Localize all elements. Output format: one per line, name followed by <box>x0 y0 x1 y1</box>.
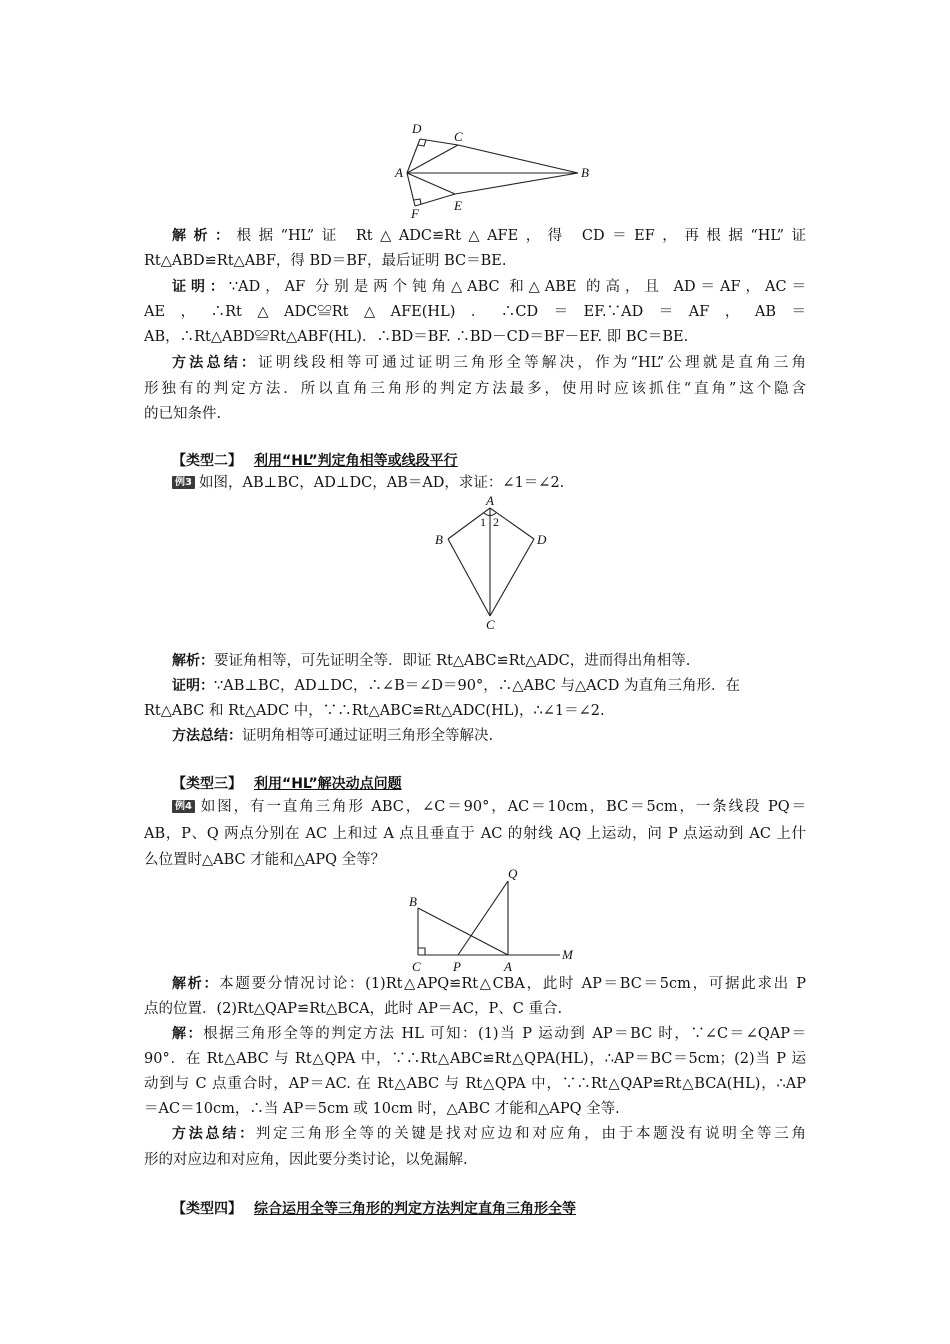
example-4-question-line-3: 么位置时△ABC 才能和△APQ 全等？ <box>144 852 386 868</box>
label-c: C <box>412 959 421 974</box>
label-c: C <box>454 129 463 144</box>
figure-moving-point <box>400 864 580 976</box>
label-a: A <box>504 959 512 974</box>
segment-af <box>407 173 415 206</box>
method-line-2: 形独有的判定方法．所以直角三角形的判定方法最多，使用时应该抓住“直角”这个隐含 <box>144 381 806 397</box>
section-heading-type-3: 【类型三】 利用“HL”解决动点问题 <box>172 776 402 792</box>
label-e: E <box>454 198 462 213</box>
segment-dc <box>490 539 534 616</box>
example-4-solution-line-2: 90°．在 Rt△ABC 与 Rt△QPA 中，∵∴Rt△ABC≌Rt△QPA(HL)，∴AP＝BC＝5cm；(2)当 P 运 <box>144 1051 806 1067</box>
example-4-question-line-2: AB，P、Q 两点分别在 AC 上和过 A 点且垂直于 AC 的射线 AQ 上运动，问 P 点运动到 AC 上什 <box>144 826 806 842</box>
example-4-analysis-line-2: 点的位置．(2)Rt△QAP≌Rt△BCA，此时 AP＝AC，P、C 重合. <box>144 1001 563 1017</box>
segment-ad <box>407 139 420 173</box>
section-heading-type-2: 【类型二】 利用“HL”判定角相等或线段平行 <box>172 453 458 469</box>
example-4-analysis-line-1: 解析：本题要分情况讨论：(1)Rt△APQ≌Rt△CBA，此时 AP＝BC＝5cm，可据此求出 P <box>172 976 806 992</box>
right-angle-mark-f <box>414 199 421 204</box>
segment-ac <box>407 145 458 173</box>
segment-bc <box>448 539 490 616</box>
figure-kite-abcd <box>428 494 558 634</box>
label-b: B <box>409 894 417 909</box>
example-4-method-line-1: 方法总结：判定三角形全等的关键是找对应边和对应角，由于本题没有说明全等三角 <box>172 1126 806 1142</box>
method-line-1: 方法总结：证明线段相等可通过证明三角形全等解决，作为“HL”公理就是直角三角 <box>172 355 806 371</box>
label-angle-1: 1 <box>480 515 486 529</box>
figure-triangles-abc-abe <box>390 118 610 220</box>
example-4-solution-line-4: ＝AC＝10cm，∴当 AP＝5cm 或 10cm 时，△ABC 才能和△APQ 全等. <box>144 1101 620 1117</box>
example-3-badge: 例3 <box>172 476 195 489</box>
label-m: M <box>562 947 573 962</box>
label-f: F <box>411 206 419 220</box>
example-3-question: 例3 如图，AB⊥BC，AD⊥DC，AB＝AD，求证：∠1＝∠2. <box>172 471 806 496</box>
example-4-solution-line-3: 动到与 C 点重合时，AP＝AC. 在 Rt△ABC 与 Rt△QPA 中，∵∴Rt△QAP≌Rt△BCA(HL)，∴AP <box>144 1076 806 1092</box>
label-b: B <box>581 165 589 180</box>
right-angle-mark-c <box>418 948 425 955</box>
label-p: P <box>453 959 461 974</box>
label-angle-2: 2 <box>493 515 499 529</box>
label-c: C <box>486 617 495 632</box>
example-4-question-line-1: 例4 如图，有一直角三角形 ABC，∠C＝90°，AC＝10cm，BC＝5cm，一条线段 PQ＝ <box>172 795 806 820</box>
label-a: A <box>395 165 403 180</box>
proof-line-1: 证明：∵AD，AF 分别是两个钝角△ABC 和△ABE 的高，且 AD＝AF，AC＝ <box>172 279 806 295</box>
example-3-analysis: 解析：要证角相等，可先证明全等．即证 Rt△ABC≌Rt△ADC，进而得出角相等. <box>172 653 691 669</box>
analysis-line-2: Rt△ABD≌Rt△ABF，得 BD＝BF，最后证明 BC＝BE. <box>144 253 507 269</box>
segment-eb <box>455 173 578 194</box>
segment-fe <box>415 194 455 206</box>
segment-ae <box>407 173 455 194</box>
example-4-method-line-2: 形的对应边和对应角，因此要分类讨论，以免漏解. <box>144 1152 468 1168</box>
example-3-method: 方法总结：证明角相等可通过证明三角形全等解决. <box>172 728 494 744</box>
example-4-badge: 例4 <box>172 800 195 813</box>
label-d: D <box>537 532 547 547</box>
segment-pq <box>458 881 508 955</box>
label-b: B <box>435 532 443 547</box>
method-line-3: 的已知条件. <box>144 406 222 422</box>
example-4-solution-line-1: 解：根据三角形全等的判定方法 HL 可知：(1)当 P 运动到 AP＝BC 时，∵∠C＝∠QAP＝ <box>172 1026 806 1042</box>
section-heading-type-4: 【类型四】 综合运用全等三角形的判定方法判定直角三角形全等 <box>172 1201 576 1217</box>
example-3-proof-line-1: 证明：∵AB⊥BC，AD⊥DC，∴∠B＝∠D＝90°，∴△ABC 与△ACD 为直角三角形．在 <box>172 678 740 694</box>
analysis-line-1: 解析：根据“HL”证 Rt△ADC≌Rt△AFE，得 CD＝EF，再根据“HL”证 <box>172 228 806 244</box>
example-3-proof-line-2: Rt△ABC 和 Rt△ADC 中，∵∴Rt△ABC≌Rt△ADC(HL)，∴∠1＝∠2. <box>144 703 605 719</box>
label-d: D <box>412 121 422 136</box>
proof-line-3: AB，∴Rt△ABD≌Rt△ABF(HL)．∴BD＝BF. ∴BD－CD＝BF－EF. 即 BC＝BE. <box>144 329 689 345</box>
segment-cb <box>458 145 578 173</box>
label-a: A <box>486 494 494 508</box>
proof-line-2: AE，∴Rt△ADC≌Rt△AFE(HL)．∴CD＝EF.∵AD＝AF，AB＝ <box>144 304 806 320</box>
label-q: Q <box>508 866 518 881</box>
